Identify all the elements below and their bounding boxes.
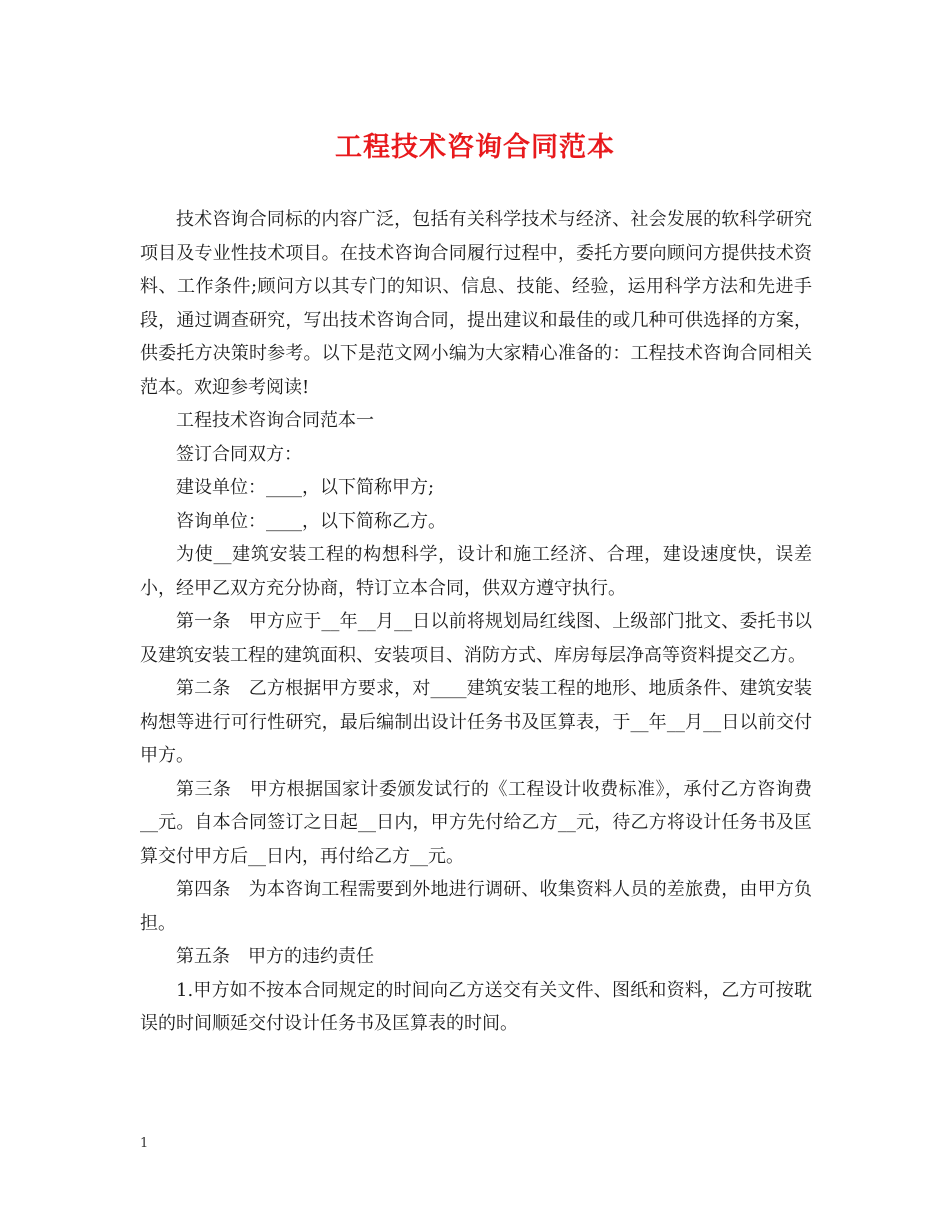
intro-paragraph: 技术咨询合同标的内容广泛，包括有关科学技术与经济、社会发展的软科学研究项目及专业性技术项目。在技术咨询合同履行过程中，委托方要向顾问方提供技术资料、工作条件;顾问方以其专门的知识、信息、技能、经验，运用科学方法和先进手段，通过调查研究，写出技术咨询合同，提出建议和最佳的或几种可供选择的方案，供委托方决策时参考。以下是范文网小编为大家精心准备的：工程技术咨询合同相关范本。欢迎参考阅读! <box>140 209 812 398</box>
party-a-line: 建设单位：____，以下简称甲方; <box>176 477 435 498</box>
document-body <box>140 203 812 1041</box>
contract-parties-label: 签订合同双方： <box>176 443 302 465</box>
article-4: 第四条 为本咨询工程需要到外地进行调研、收集资料人员的差旅费，由甲方负担。 <box>140 879 812 934</box>
party-b-line: 咨询单位：____，以下简称乙方。 <box>176 510 446 532</box>
document-title: 工程技术咨询合同范本 <box>335 132 615 163</box>
article-1: 第一条 甲方应于__年__月__日以前将规划局红线图、上级部门批文、委托书以及建筑安装工程的建筑面积、安装项目、消防方式、库房每层净高等资料提交乙方。 <box>140 611 812 666</box>
page-number: 1 <box>140 1136 149 1151</box>
article-2: 第二条 乙方根据甲方要求，对____建筑安装工程的地形、地质条件、建筑安装构想等进行可行性研究，最后编制出设计任务书及匡算表，于__年__月__日以前交付甲方。 <box>140 678 812 766</box>
section-heading: 工程技术咨询合同范本一 <box>176 410 374 431</box>
article-5-heading: 第五条 甲方的违约责任 <box>176 946 374 967</box>
article-3: 第三条 甲方根据国家计委颁发试行的《工程设计收费标准》，承付乙方咨询费__元。自本合同签订之日起__日内，甲方先付给乙方__元，待乙方将设计任务书及匡算交付甲方后__日内，再付给乙方__元。 <box>140 778 812 867</box>
purpose-paragraph: 为使__建筑安装工程的构想科学，设计和施工经济、合理，建设速度快，误差小，经甲乙双方充分协商，特订立本合同，供双方遵守执行。 <box>140 544 812 599</box>
article-5-item-1: 1.甲方如不按本合同规定的时间向乙方送交有关文件、图纸和资料，乙方可按耽误的时间顺延交付设计任务书及匡算表的时间。 <box>140 979 812 1034</box>
